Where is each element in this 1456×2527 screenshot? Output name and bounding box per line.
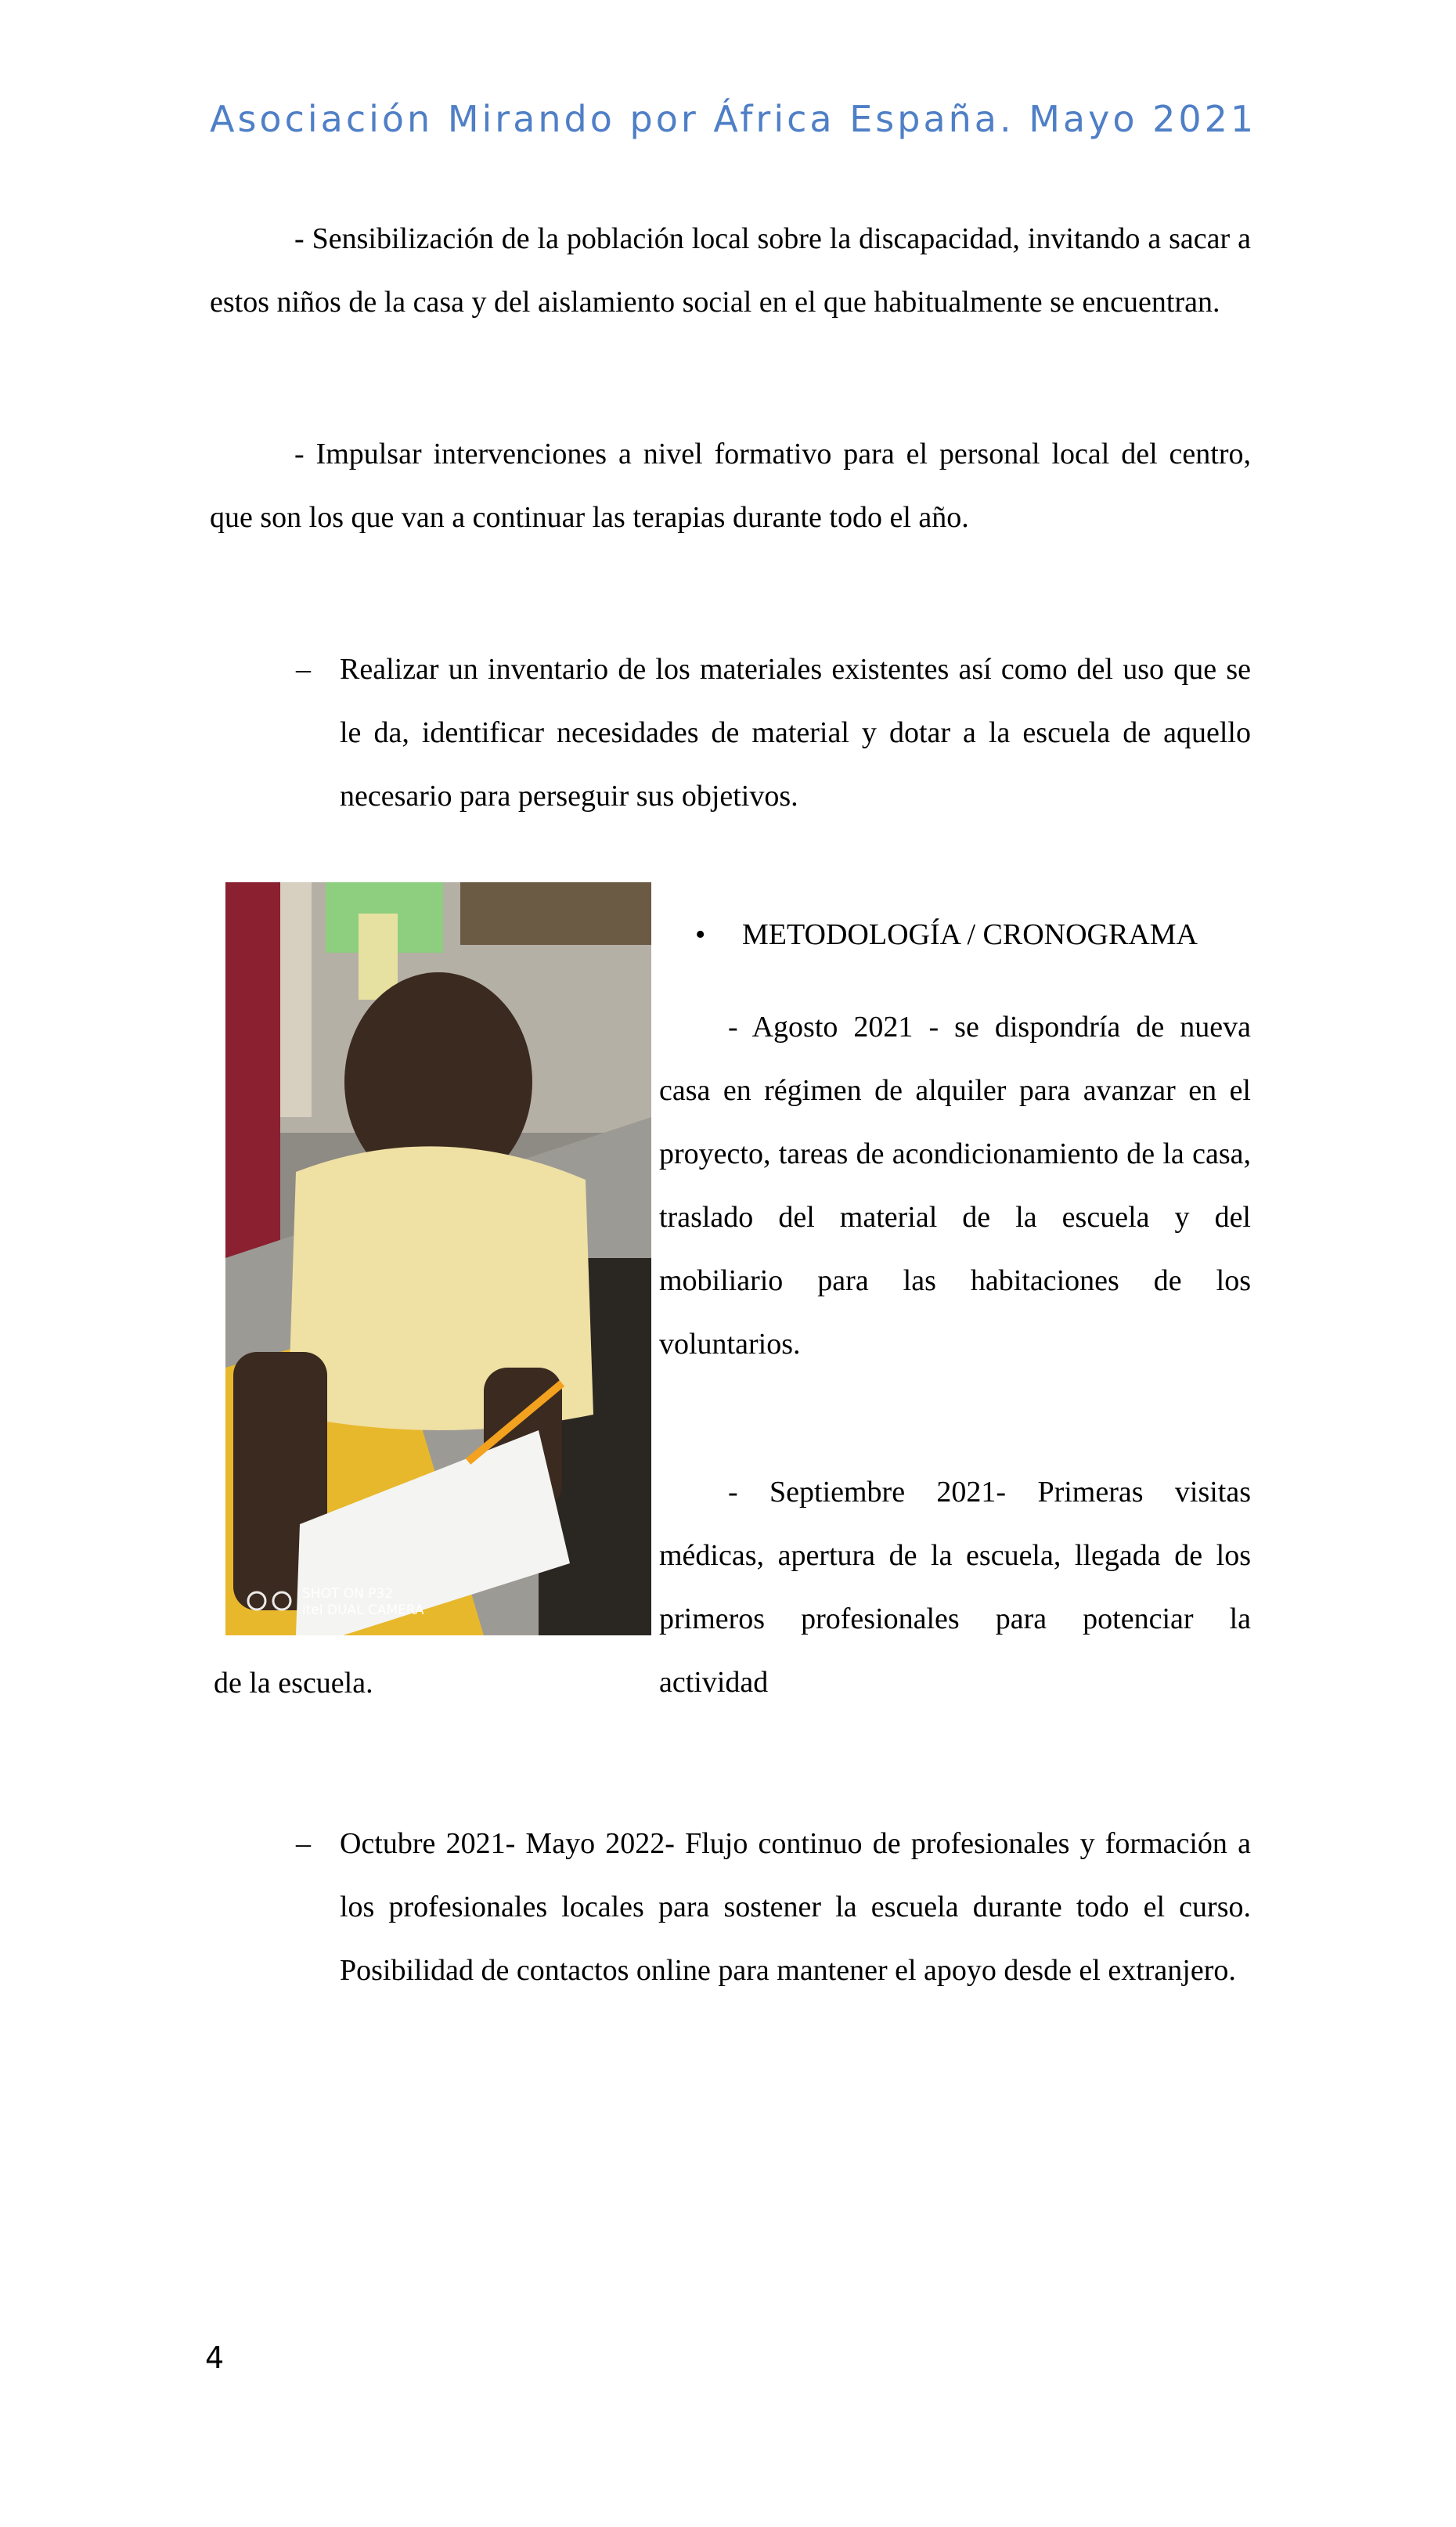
list-item-text: Realizar un inventario de los materiales existentes así como del uso que se le da, identificar necesidades de material y dotar a la escuela de aquello necesario para perseguir sus objetivos.	[340, 653, 1251, 813]
dash-marker: –	[296, 1827, 311, 1860]
paragraph-agosto: - Agosto 2021 - se dispondría de nueva casa en régimen de alquiler para avanzar en el proyecto, tareas de acondicionamiento de la casa, traslado del material de la escuela y del mobiliario para las habitaciones de los voluntarios.	[659, 1011, 1251, 1361]
bullet-marker: •	[695, 918, 706, 951]
list-item	[296, 1812, 1251, 2002]
paragraph-intervenciones: - Impulsar intervenciones a nivel formativo para el personal local del centro, que son los que van a continuar las terapias durante todo el año.	[210, 438, 1251, 534]
page-number: 4	[205, 2341, 225, 2375]
paragraph-septiembre-continuation: de la escuela.	[214, 1667, 373, 1700]
section-heading	[695, 917, 1198, 952]
photo-watermark-line2: itel DUAL CAMERA	[302, 1602, 424, 1618]
student-photo	[225, 882, 651, 1635]
dash-list-octubre	[296, 1812, 1251, 2002]
list-item-text: Octubre 2021- Mayo 2022- Flujo continuo de profesionales y formación a los profesionales locales para sostener la escuela durante todo el curso. Posibilidad de contactos online para mantener el apoyo desde el extranjero.	[340, 1827, 1251, 1987]
paragraph-sensibilizacion: - Sensibilización de la población local sobre la discapacidad, invitando a sacar a estos niños de la casa y del aislamiento social en el que habitualmente se encuentran.	[210, 222, 1251, 319]
page-header: Asociación Mirando por África España. Mayo 2021	[210, 98, 1257, 140]
paragraph-septiembre: - Septiembre 2021- Primeras visitas médicas, apertura de la escuela, llegada de los primeros profesionales para potenciar la actividad	[659, 1476, 1251, 1699]
list-item	[296, 638, 1251, 828]
photo-watermark-line1: SHOT ON P32	[302, 1586, 394, 1602]
section-heading-text: METODOLOGÍA / CRONOGRAMA	[742, 918, 1198, 951]
dash-marker: –	[296, 653, 311, 686]
dash-list-inventario	[296, 638, 1251, 828]
